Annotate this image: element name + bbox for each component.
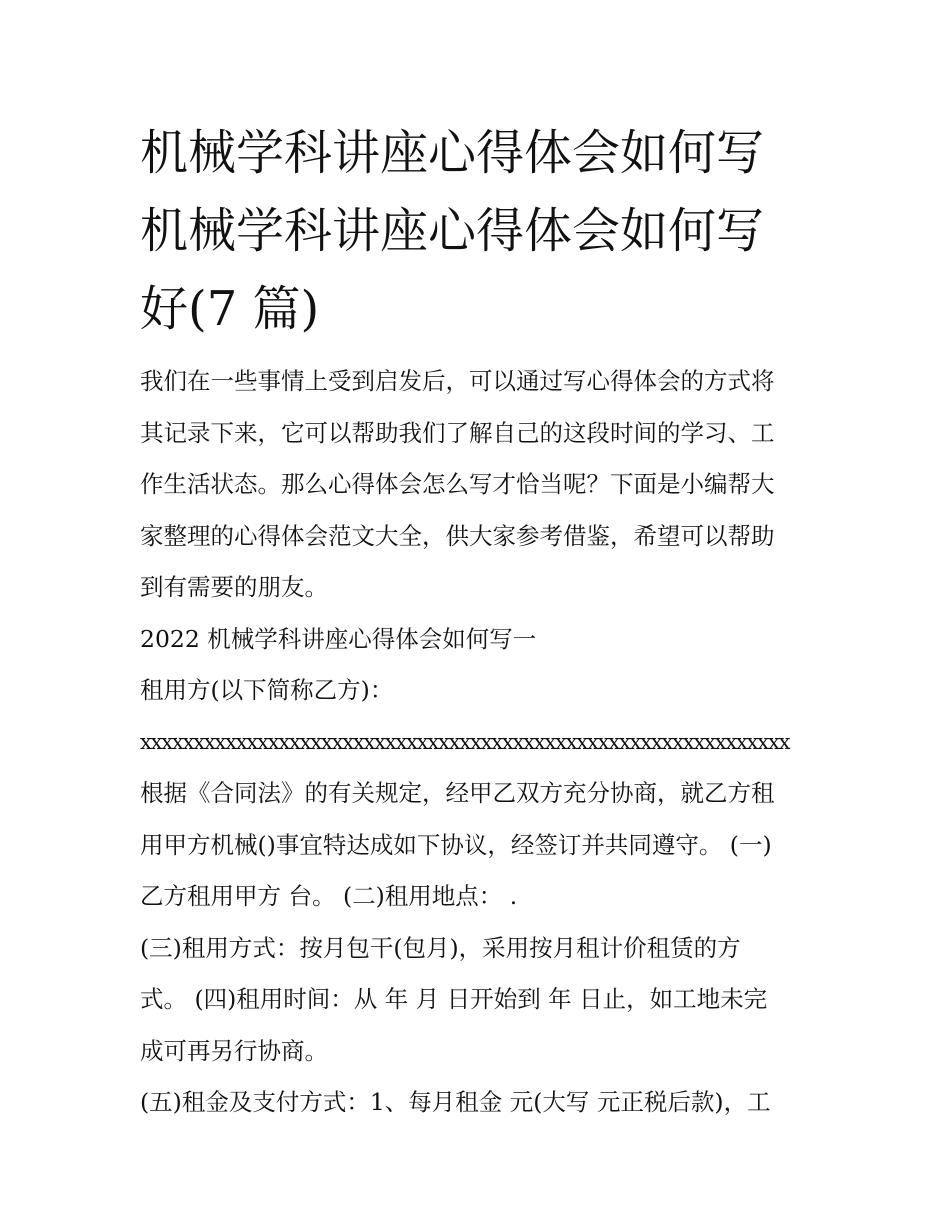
document-title xyxy=(140,114,820,348)
clause-line: (五)租金及支付方式：1、每月租金 元(大写 元正税后款)，工 xyxy=(140,1088,771,1116)
title-line: 机械学科讲座心得体会如何写 xyxy=(140,203,765,259)
intro-line: 到有需要的朋友。 xyxy=(140,573,328,601)
title-line: 机械学科讲座心得体会如何写 xyxy=(140,125,765,181)
agreement-line: 用甲方机械()事宜特达成如下协议，经签订并共同遵守。 (一) xyxy=(140,830,772,859)
intro-line: 家整理的心得体会范文大全，供大家参考借鉴，希望可以帮助 xyxy=(140,521,775,550)
intro-line: 其记录下来，它可以帮助我们了解自己的这段时间的学习、工 xyxy=(140,418,775,447)
clause-line: (三)租用方式：按月包干(包月)，采用按月租计价租赁的方 xyxy=(140,933,741,962)
clause-line: 成可再另行协商。 xyxy=(140,1036,328,1065)
agreement-line: 根据《合同法》的有关规定，经甲乙双方充分协商，就乙方租 xyxy=(140,779,775,807)
agreement-line: 乙方租用甲方 台。 (二)租用地点： . xyxy=(140,882,518,910)
lessee-label: 租用方(以下简称乙方)： xyxy=(140,676,394,704)
title-line: 好(7 篇) xyxy=(140,281,320,337)
document-body xyxy=(140,356,820,1129)
clause-line: 式。 (四)租用时间：从 年 月 日开始到 年 日止，如工地未完 xyxy=(140,985,768,1013)
intro-line: 我们在一些事情上受到启发后，可以通过写心得体会的方式将 xyxy=(140,367,775,395)
placeholder-line: xxxxxxxxxxxxxxxxxxxxxxxxxxxxxxxxxxxxxxxxxxxxxxxxxxxxxxxxxxxxx xyxy=(140,729,790,754)
section-heading: 2022 机械学科讲座心得体会如何写一 xyxy=(140,624,537,653)
intro-line: 作生活状态。那么心得体会怎么写才恰当呢？下面是小编帮大 xyxy=(140,470,775,498)
